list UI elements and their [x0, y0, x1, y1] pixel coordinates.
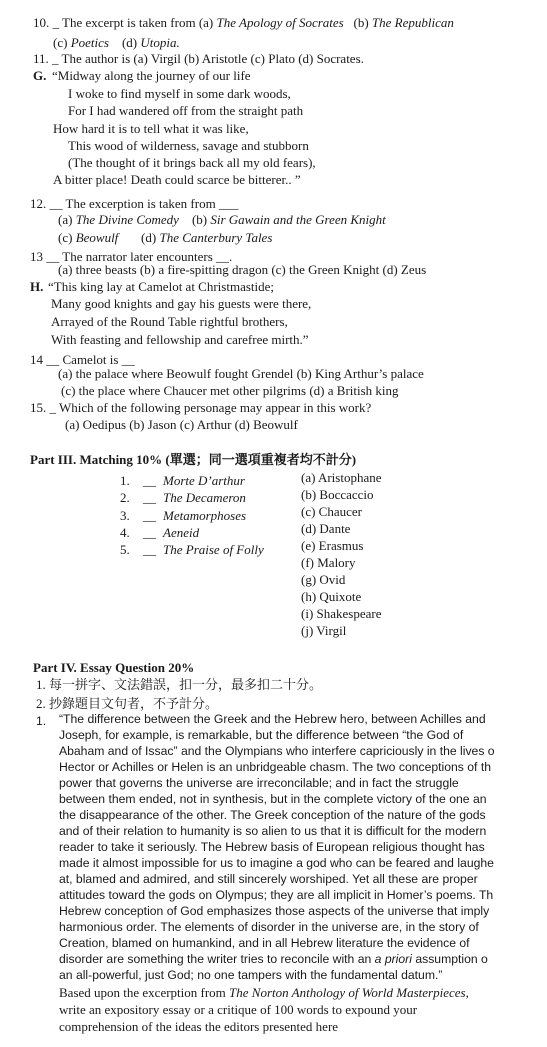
match-blank: __	[143, 508, 156, 523]
source-title: The Norton Anthology of World Masterpieces,	[229, 985, 469, 1000]
option-b: Sir Gawain and the Green Knight	[210, 212, 386, 227]
option-c: Beowulf	[75, 230, 119, 245]
quote-line: “The difference between the Greek and the Hebrew hero, between Achilles and	[59, 712, 486, 726]
quote-line: Creation, blamed on humankind, and in all Hebrew literature the evidence of	[59, 936, 470, 950]
match-blank: __	[143, 473, 156, 488]
poem-line: Arrayed of the Round Table rightful brothers,	[51, 314, 288, 329]
quote-line	[59, 952, 488, 966]
match-work: The Decameron	[163, 490, 246, 505]
question-10-line2	[53, 35, 180, 50]
quote-line: between them ended, not in synthesis, but in the complete victory of the one an	[59, 792, 487, 806]
section-title: Part IV. Essay Question 20%	[33, 660, 195, 675]
poem-line: “This king lay at Camelot at Christmastide;	[48, 279, 275, 294]
option-b: The Republican	[371, 15, 454, 30]
question-14-options: (a) the palace where Beowulf fought Grendel (b) King Arthur’s palace	[58, 366, 424, 381]
poem-line: (The thought of it brings back all my old fears),	[68, 155, 316, 170]
question-12: 12. __ The excerption is taken from ___	[30, 196, 239, 211]
section-title: Part III. Matching 10% (單選；同一選項重複者均不計分)	[30, 452, 357, 467]
match-author: (i) Shakespeare	[301, 606, 382, 621]
quote-line: power that governs the universe are irreconcilable; and in fact the struggle	[59, 776, 459, 790]
match-blank: __	[143, 525, 156, 540]
match-number: 5.	[120, 542, 130, 557]
quote-line: harmonious order. The elements of disorder in the universe are, in the story of	[59, 920, 479, 934]
quote-line: reader to take it seriously. The Hebrew basis of European religious thought has	[59, 840, 485, 854]
quote-term: a priori	[374, 952, 412, 966]
quote-line: Abaham and of Issac” and the Olympians who interfere capriciously in the lives o	[59, 744, 495, 758]
question-12-options-2	[58, 230, 272, 245]
question-15-options: (a) Oedipus (b) Jason (c) Arthur (d) Beowulf	[65, 417, 298, 432]
poem-line: For I had wandered off from the straight path	[68, 103, 304, 118]
match-number: 3.	[120, 508, 130, 523]
passage-label: G.	[33, 68, 47, 83]
quote-line: the disappearance of the other. The Greek conception of the nature of the gods	[59, 808, 486, 822]
quote-line: at, blamed and admired, and still sincerely worshiped. Yet all these are proper	[59, 872, 478, 886]
poem-line: How hard it is to tell what it was like,	[53, 121, 249, 136]
match-author: (b) Boccaccio	[301, 487, 374, 502]
quote-line: and of their relation to humanity is so alien to us that it is difficult for the modern	[59, 824, 487, 838]
match-work: Morte D’arthur	[163, 473, 245, 488]
option-d-label: (d)	[141, 230, 160, 245]
question-10	[33, 15, 454, 30]
match-work: Metamorphoses	[163, 508, 247, 523]
match-author: (c) Chaucer	[301, 504, 362, 519]
option-b-label: (b)	[353, 15, 372, 30]
quote-text: assumption o	[411, 952, 488, 966]
essay-task-line: write an expository essay or a critique of 100 words to expound your	[59, 1002, 418, 1017]
match-author: (h) Quixote	[301, 589, 362, 604]
question-13-options: (a) three beasts (b) a fire-spitting dragon (c) the Green Knight (d) Zeus	[58, 262, 427, 277]
option-a: The Apology of Socrates	[216, 15, 344, 30]
match-work: The Praise of Folly	[163, 542, 264, 557]
poem-line: “Midway along the journey of our life	[52, 68, 251, 83]
poem-line: I woke to find myself in some dark woods,	[68, 86, 291, 101]
option-b-label: (b)	[191, 212, 211, 227]
quote-line: attitudes toward the gods on Olympus; they are all implicit in Homer’s poems. Th	[59, 888, 494, 902]
match-number: 2.	[120, 490, 130, 505]
quote-text: disorder are something the writer tries to reconcile with an	[59, 952, 375, 966]
match-number: 1.	[120, 473, 130, 488]
match-blank: __	[143, 490, 156, 505]
poem-line: This wood of wilderness, savage and stubborn	[68, 138, 309, 153]
match-author: (d) Dante	[301, 521, 351, 536]
question-14-options-2: (c) the place where Chaucer met other pilgrims (d) a British king	[61, 383, 399, 398]
option-c-label: (c)	[53, 35, 71, 50]
question-number: 10.	[33, 15, 50, 30]
task-text: Based upon the excerption from	[59, 985, 230, 1000]
match-blank: __	[143, 542, 156, 557]
match-author: (j) Virgil	[301, 623, 347, 638]
poem-line: Many good knights and gay his guests were there,	[51, 296, 312, 311]
match-author: (a) Aristophane	[301, 470, 382, 485]
passage-label: H.	[30, 279, 44, 294]
essay-task-line: comprehension of the ideas the editors presented here	[59, 1019, 339, 1034]
option-d-label: (d)	[121, 35, 141, 50]
quote-line: made it almost impossible for us to imagine a god who can be feared and laughe	[59, 856, 494, 870]
quote-line: Hector or Achilles or Helen is an unbridgeable chasm. The two conceptions of th	[59, 760, 491, 774]
essay-task	[59, 985, 469, 1000]
match-number: 4.	[120, 525, 130, 540]
match-work: Aeneid	[163, 525, 200, 540]
grading-rule: 2. 抄錄題目文句者，不予計分。	[36, 696, 219, 711]
grading-rule: 1. 每一拼字、文法錯誤，扣一分，最多扣二十分。	[36, 677, 323, 692]
quote-line: an all-powerful, just God; no one tampers with the fundamental datum.”	[59, 968, 443, 982]
option-d: The Canterbury Tales	[159, 230, 273, 245]
poem-line: A bitter place! Death could scarce be bitterer.. ”	[53, 172, 301, 187]
option-c-label: (c)	[58, 230, 76, 245]
question-stem: _ The excerpt is taken from (a)	[52, 15, 217, 30]
question-12-options	[58, 212, 386, 227]
match-author: (f) Malory	[301, 555, 356, 570]
match-author: (e) Erasmus	[301, 538, 364, 553]
option-d: Utopia.	[140, 35, 180, 50]
match-author: (g) Ovid	[301, 572, 346, 587]
question-13: 13 __ The narrator later encounters __.	[30, 249, 233, 264]
question-11: 11. _ The author is (a) Virgil (b) Aristotle (c) Plato (d) Socrates.	[33, 51, 364, 66]
poem-line: With feasting and fellowship and carefree mirth.”	[51, 332, 309, 347]
essay-number: 1.	[36, 714, 47, 728]
option-c: Poetics	[70, 35, 109, 50]
question-14: 14 __ Camelot is __	[30, 352, 135, 367]
question-15: 15. _ Which of the following personage may appear in this work?	[30, 400, 372, 415]
option-a: The Divine Comedy	[75, 212, 179, 227]
quote-line: Hebrew conception of God emphasizes those aspects of the universe that imply	[59, 904, 490, 918]
quote-line: Joseph, for example, is remarkable, but the difference between “the God of	[59, 728, 464, 742]
option-a-label: (a)	[58, 212, 76, 227]
